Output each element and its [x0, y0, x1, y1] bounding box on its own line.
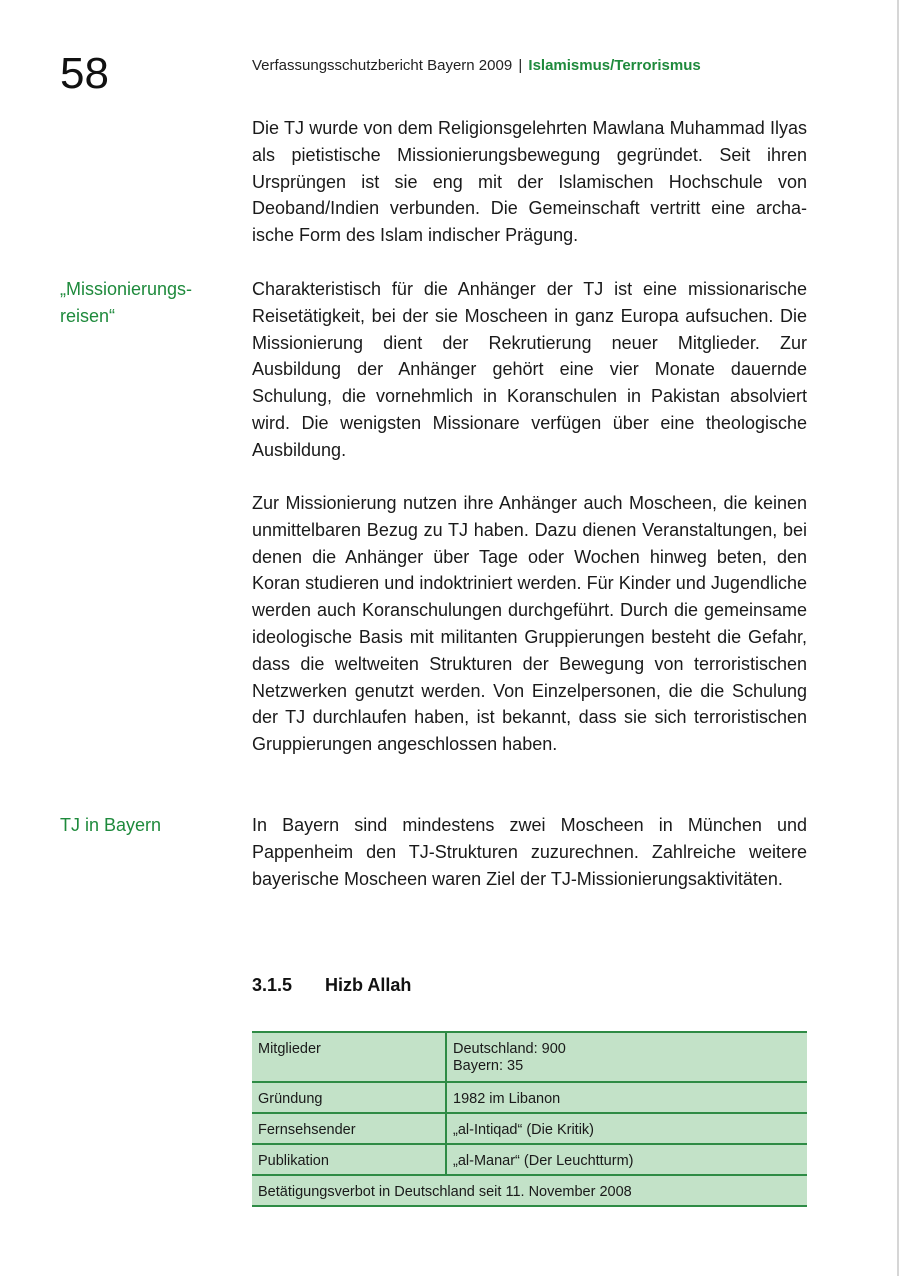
table-row: [252, 1144, 807, 1175]
fact-label: Mitglieder: [252, 1032, 446, 1082]
header-separator: |: [518, 57, 523, 74]
page-edge-rule: [897, 0, 899, 1276]
table-row: [252, 1032, 807, 1082]
paragraph-tj-in-bayern: In Bayern sind mindestens zwei Moscheen in München und Pappenheim den TJ-Strukturen zuzurechnen. Zahlreiche weitere bayerische Moscheen waren Ziel der TJ-Missionierungsaktivitäten.: [252, 815, 807, 889]
fact-table-footer: Betätigungsverbot in Deutschland seit 11. November 2008: [252, 1175, 807, 1206]
fact-value: „al-Intiqad“ (Die Kritik): [446, 1113, 807, 1144]
fact-value-line: Bayern: 35: [453, 1058, 524, 1074]
fact-label: Gründung: [252, 1082, 446, 1113]
sidenote-missionierungsreisen: [60, 276, 235, 330]
running-header: [252, 57, 701, 75]
section-title: Hizb Allah: [325, 975, 412, 995]
fact-value-line: Deutschland: 900: [453, 1041, 566, 1057]
table-row: [252, 1082, 807, 1113]
header-section: Islamismus/Terrorismus: [528, 57, 701, 74]
header-publication: Verfassungsschutzbericht Bayern 2009: [252, 57, 513, 74]
fact-value: [446, 1032, 807, 1082]
page-number: 58: [60, 49, 109, 98]
section-number: 3.1.5: [252, 975, 293, 995]
fact-value: 1982 im Libanon: [446, 1082, 807, 1113]
sidenote-tj-in-bayern: TJ in Bayern: [60, 815, 162, 835]
fact-table: [252, 1031, 807, 1207]
table-row: [252, 1113, 807, 1144]
paragraph-missionierungsreisen: Charakteristisch für die Anhänger der TJ ist eine missionarische Reisetätigkeit, bei der sie Moscheen in ganz Europa aufsuchen. Die Missionierung dient der Rekrutierung neuer Mitglieder. Zur Ausbildung der Anhänger gehört eine vier Monate dauernde Schulung, die vornehmlich in Koranschulen in Pakistan absolviert wird. Die wenigsten Missionare verfügen über eine theologische Ausbildung.: [252, 279, 807, 460]
section-heading: [252, 975, 411, 996]
table-footer-row: [252, 1175, 807, 1206]
fact-label: Fernsehsender: [252, 1113, 446, 1144]
sidenote-line: reisen“: [60, 306, 116, 326]
paragraph-tj-origin: Die TJ wurde von dem Religionsgelehrten Mawlana Muhammad Ilyas als pietistische Missionierungsbewegung gegründet. Seit ihren Ursprüngen ist sie eng mit der Islamischen Hochschule von Deoband/Indien verbunden. Die Gemeinschaft vertritt eine archaische Form des Islam indischer Prägung.: [252, 118, 807, 246]
fact-label: Publikation: [252, 1144, 446, 1175]
paragraph-missionierung-moscheen: Zur Missionierung nutzen ihre Anhänger auch Moscheen, die keinen unmittelbaren Bezug zu TJ haben. Dazu dienen Veranstaltungen, bei denen die Anhänger über Tage oder Wochen hinweg beten, den Koran studieren und indoktriniert werden. Für Kinder und Jugendliche werden auch Koranschulungen durchgeführt. Durch die gemeinsame ideologische Basis mit militanten Gruppierungen besteht die Gefahr, dass die weltweiten Strukturen der Bewegung von terroristischen Netzwerken genutzt werden. Von Einzelpersonen, die die Schulung der TJ durchlaufen haben, ist bekannt, dass sie sich terroristischen Gruppierungen angeschlossen haben.: [252, 493, 807, 755]
fact-value: „al-Manar“ (Der Leuchtturm): [446, 1144, 807, 1175]
sidenote-line: „Missionierungs-: [60, 279, 193, 299]
